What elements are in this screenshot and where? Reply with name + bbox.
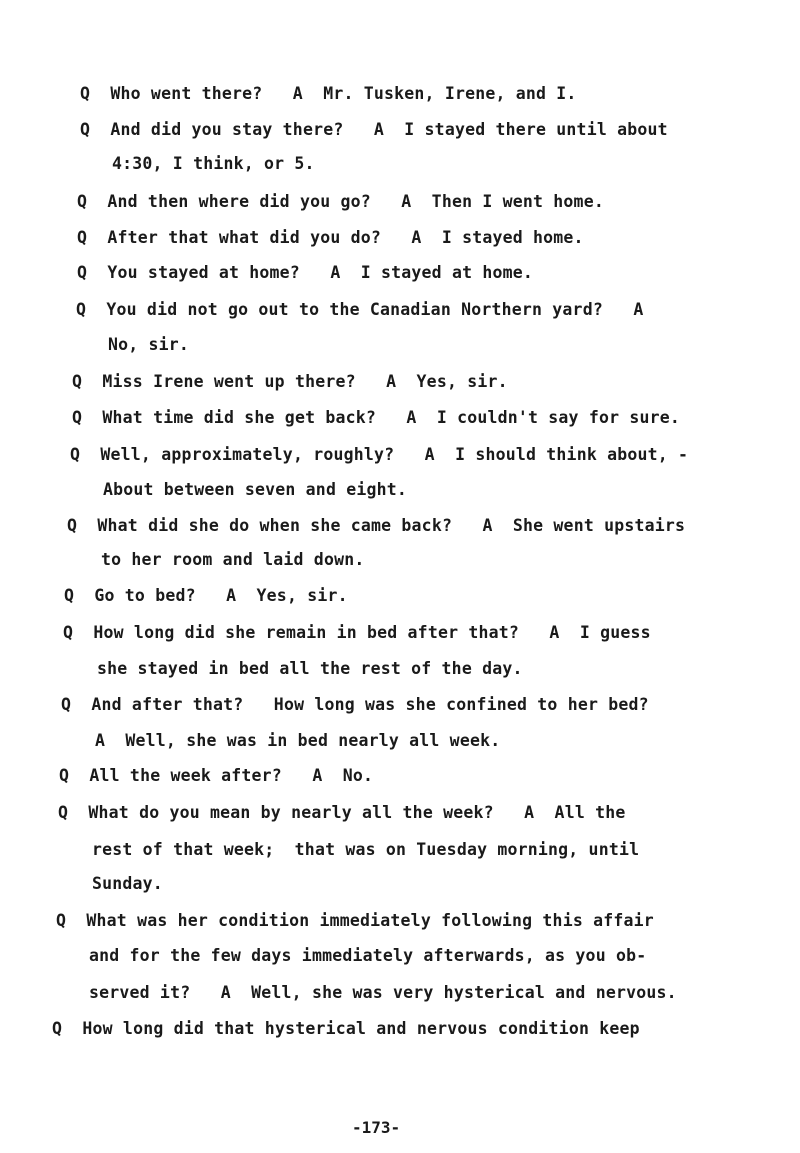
transcript-line: No, sir. [108, 335, 190, 354]
transcript-line: Q What did she do when she came back? A She went upstairs [67, 516, 686, 535]
transcript-line: and for the few days immediately afterwards, as you ob- [89, 946, 647, 965]
transcript-line: Q You stayed at home? A I stayed at home. [77, 263, 534, 282]
transcript-line: Q Who went there? A Mr. Tusken, Irene, and I. [80, 84, 577, 103]
transcript-line: Q What time did she get back? A I couldn't say for sure. [72, 408, 681, 427]
transcript-line: Q What do you mean by nearly all the week? A All the [58, 803, 626, 822]
transcript-line: rest of that week; that was on Tuesday morning, until [92, 840, 640, 859]
transcript-line: she stayed in bed all the rest of the day. [97, 659, 523, 678]
transcript-line: A Well, she was in bed nearly all week. [95, 731, 501, 750]
transcript-line: About between seven and eight. [103, 480, 408, 499]
page-number: -173- [352, 1118, 401, 1137]
transcript-line: Q And then where did you go? A Then I went home. [77, 192, 604, 211]
transcript-line: Q Go to bed? A Yes, sir. [64, 586, 348, 605]
transcript-line: to her room and laid down. [101, 550, 365, 569]
transcript-line: Q All the week after? A No. [59, 766, 374, 785]
transcript-line: Q How long did that hysterical and nervous condition keep [52, 1019, 640, 1038]
transcript-line: Q Miss Irene went up there? A Yes, sir. [72, 372, 508, 391]
transcript-line: Q And after that? How long was she confined to her bed? [61, 695, 649, 714]
transcript-line: 4:30, I think, or 5. [112, 154, 315, 173]
transcript-line: Q Well, approximately, roughly? A I should think about, - [70, 445, 689, 464]
transcript-line: Q How long did she remain in bed after that? A I guess [63, 623, 651, 642]
transcript-line: Q And did you stay there? A I stayed there until about [80, 120, 668, 139]
transcript-line: Q After that what did you do? A I stayed home. [77, 228, 584, 247]
transcript-line: Q What was her condition immediately following this affair [56, 911, 654, 930]
transcript-line: Q You did not go out to the Canadian Northern yard? A [76, 300, 644, 319]
transcript-line: Sunday. [92, 874, 163, 893]
transcript-line: served it? A Well, she was very hysterical and nervous. [89, 983, 677, 1002]
